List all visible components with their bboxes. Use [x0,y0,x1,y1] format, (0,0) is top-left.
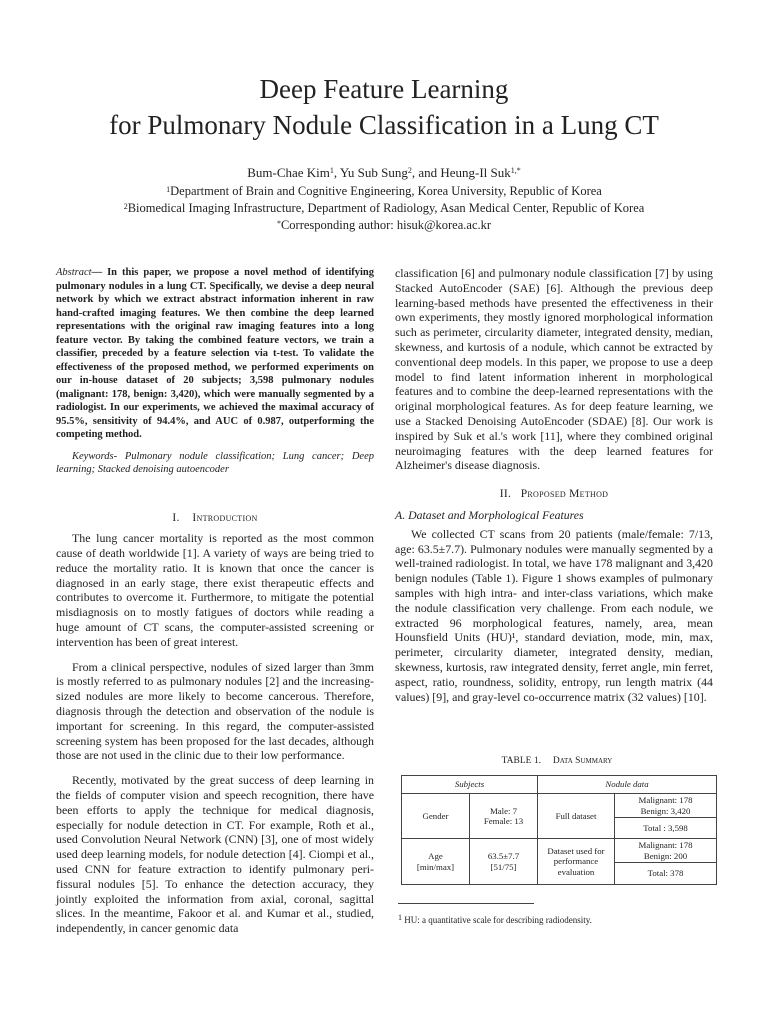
section-2-heading: II. Proposed Method [499,488,609,501]
intro-paragraph-3: Recently, motivated by the great success of deep learning in the fields of computer vision and speech recognition, there have been efforts to apply the technique for medical diagnosis, especially for nodule detection in CT. For example, Roth et al., used Convolution Neural Network (CNN) [3], one of most widely used deep learning models, for nodule detection [4]. Ciompi et al., used CNN for feature extraction to identify pulmonary peri-fissural nodules [5]. To enhance the detection accuracy, they jointly exploited the information from axial, coronal, sagittal slices. In the meantime, Fakoor et al. and Kumar et al., studied, independently, in cancer genomic data [56,773,374,936]
table-header-subjects: Subjects [402,776,538,794]
table-cell-age: Age [min/max] [402,839,470,885]
abstract-label: Abstract [56,267,92,278]
footnote-divider [398,903,534,904]
table-cell-performance-dataset: Dataset used for performance evaluation [538,839,615,885]
keywords: Keywords- Pulmonary nodule classification; Lung cancer; Deep learning; Stacked denoising autoencoder [56,450,374,475]
table-header-nodule: Nodule data [538,776,717,794]
paper-title-line1: Deep Feature Learning [259,74,509,104]
section-1-heading: I. Introduction [172,511,258,524]
paper-title-line2: for Pulmonary Nodule Classification in a Lung CT [109,110,659,140]
affiliation-2: $^2$Biomedical Imaging Infrastructure, Department of Radiology, Asan Medical Center, Republic of Korea [123,201,645,215]
intro-paragraph-2: From a clinical perspective, nodules of sized larger than 3mm is mostly referred to as pulmonary nodules [2] and the increasing-sized nodules are more likely to become cancerous. Therefore, diagnosis through the detection and observation of the nodule is important for screening. In this regard, the computer-assisted screening system has been proposed for the last decades, although those are not used in the clinic due to their low performance. [56,659,374,763]
table-caption: TABLE 1. Data Summary [501,756,613,766]
table-cell-performance-total: Total: 378 [615,863,717,885]
author-list: Bum-Chae Kim$^1$, Yu Sub Sung$^2$, and Heung-Il Suk$^{1,*}$ [247,165,521,180]
table-cell-performance-counts: Malignant: 178 Benign: 200 [615,839,717,863]
right-paragraph-1: classification [6] and pulmonary nodule classification [7] by using Stacked AutoEncoder (SAE) [6]. Although the previous deep learning-based methods have presented the effectiveness in their own experiments, they mostly ignored morphological information such as perimeter, circularity diameter, integrated density, median, skewness, and kurtosis of a nodule, which cannot be extracted by conventional deep models. In this paper, we propose to use a deep model to find latent information inherent in morphological features and to combine the deep-learned representations with the original morphological features. As for deep feature learning, we use a Stacked Denoising AutoEncoder (SDAE) [8]. Our work is inspired by Suk et al.'s work [11], where they combined original neuroimaging features with the deep learned features for Alzheimer's disease diagnosis. [395,266,713,473]
abstract: Abstract— In this paper, we propose a novel method of identifying pulmonary nodules in a lung CT. Specifically, we devise a deep neural network by which we extract abstract information inherent in raw hand-crafted imaging features. We then combine the deep learned representations with the original raw imaging features into a long feature vector. By taking the combined feature vectors, we train a classifier, preceded by a feature selection via t-test. To validate the effectiveness of the proposed method, we performed experiments on our in-house dataset of 20 subjects; 3,598 pulmonary nodules (malignant: 178, benign: 3,420), which were manually segmented by a radiologist. In our experiments, we achieved the maximal accuracy of 95.5%, sensitivity of 94.4%, and AUC of 0.987, outperforming the competing method. [56,267,374,440]
table-cell-full-counts: Malignant: 178 Benign: 3,420 [615,794,717,818]
abstract-text: In this paper, we propose a novel method of identifying pulmonary nodules in a lung CT. Specifically, we devise a deep neural network by which we extract abstract information inherent in raw hand-crafted imaging features. We then combine the deep learned representations with the original raw imaging features into a long feature vector. By taking the combined feature vectors, we train a classifier, preceded by a feature selection via t-test. To validate the effectiveness of the proposed method, we performed experiments on our in-house dataset of 20 subjects; 3,598 pulmonary nodules (malignant: 178, benign: 3,420), which were manually segmented by a radiologist. In our experiments, we achieved the maximal accuracy of 95.5%, sensitivity of 94.4%, and AUC of 0.987, outperforming the competing method. [56,267,374,440]
intro-paragraph-1: The lung cancer mortality is reported as the most common cause of death worldwide [1]. A variety of ways are being tried to reduce the mortality ratio. It is known that once the cancer is diagnosed in an early stage, there exist therapeutic effects and contributes to overcome it. Furthermore, to mitigate the potential misdiagnosis on to mostly fatigues of doctors while reading a huge amount of CT scans, the computer-assisted screening or intervention has been of great interest. [56,531,374,649]
corresponding-author: *Corresponding author: hisuk@korea.ac.kr [276,218,492,232]
data-summary-table [401,775,717,885]
table-cell-full-total: Total : 3,598 [615,818,717,839]
table-cell-gender: Gender [402,794,470,839]
table-cell-gender-values: Male: 7 Female: 13 [470,794,538,839]
affiliation-1: $^1$Department of Brain and Cognitive Engineering, Korea University, Republic of Korea [166,184,602,198]
method-paragraph-1: We collected CT scans from 20 patients (male/female: 7/13, age: 63.5±7.7). Pulmonary nodules were manually segmented by a well-trained radiologist. In total, we have 178 malignant and 3,420 benign nodules (Table 1). Figure 1 shows examples of pulmonary samples with high intra- and inter-class variations, which make the nodule classification very challenge. From each nodule, we extracted 96 morphological features, namely, area, mean Hounsfield Units (HU)¹, standard deviation, mode, min, max, perimeter, circularity diameter, integrated density, median, skewness, kurtosis, raw integrated density, ferret angle, min ferret, aspect, ratio, roundness, solidity, entropy, run length matrix (44 values) [9], and gray-level co-occurrence matrix (32 values) [10]. [395,526,713,704]
subsection-a-heading: A. Dataset and Morphological Features [395,507,584,522]
left-column [56,266,374,936]
right-column [395,266,713,704]
table-cell-age-values: 63.5±7.7 [51/75] [470,839,538,885]
table-cell-full-dataset: Full dataset [538,794,615,839]
footnote: $^1$ HU: a quantitative scale for describing radiodensity. [398,913,592,925]
